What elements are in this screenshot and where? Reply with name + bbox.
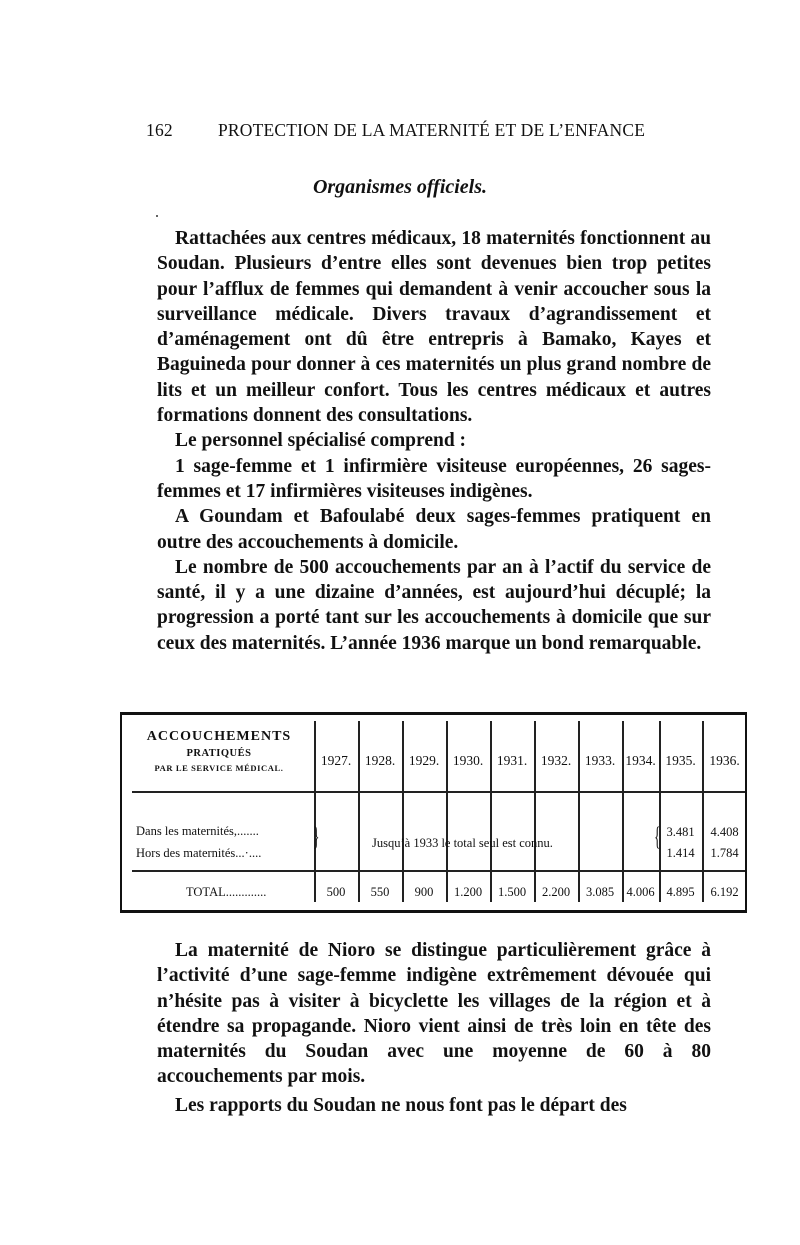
year-header: 1934.: [625, 753, 656, 768]
value-hors-1936: 1.784: [710, 846, 739, 860]
table-note: Jusqu’à 1933 le total seul est connu.: [372, 836, 553, 850]
paragraph: 1 sage-femme et 1 infirmière visiteuse européennes, 26 sages-femmes et 17 infirmières visiteuses indigènes.: [157, 455, 711, 502]
column-rule: [358, 721, 360, 902]
year-header: 1931.: [496, 753, 528, 768]
right-brace: }: [313, 822, 320, 851]
row-label-hors-maternites: Hors des maternités...·....: [136, 846, 262, 860]
page-number: 162: [146, 120, 173, 140]
total-value: 4.895: [666, 885, 695, 899]
deliveries-table: [120, 712, 747, 913]
column-rule: [446, 721, 448, 902]
total-value: 500: [326, 885, 346, 899]
row-label-maternites: Dans les maternités,.......: [136, 824, 259, 838]
paragraph: Rattachées aux centres médicaux, 18 maternités fonctionnent au Soudan. Plusieurs d’entre elles sont devenues bien trop petites pour l’afflux de femmes qui demandent à venir accoucher sous la surveillance médicale. Divers travaux d’agrandissement et d’aménagement ont dû être entrepris à Bamako, Kayes et Baguineda pour donner à ces maternités un plus grand nombre de lits et un meilleur confort. Tous les centres médicaux et autres formations donnent des consultations.: [157, 228, 711, 427]
total-value: 1.200: [453, 885, 483, 899]
value-hors-1935: 1.414: [666, 846, 695, 860]
text-block-bottom: [157, 938, 711, 1118]
year-header: 1928.: [364, 753, 396, 768]
value-maternites-1935: 3.481: [666, 825, 695, 839]
year-header: 1933.: [584, 753, 616, 768]
paragraph: A Goundam et Bafoulabé deux sages-femmes pratiquent en outre des accouchements à domicile.: [157, 506, 711, 553]
paragraph: Le personnel spécialisé comprend :: [175, 430, 467, 452]
paragraph: Le nombre de 500 accouchements par an à l’actif du service de santé, il y a une dizaine d’années, est aujourd’hui décuplé; la progression a porté tant sur les accouchements à domicile que sur ceux des maternités. L’année 1936 marque un bond remarquable.: [157, 556, 711, 654]
stub-heading-line3: PAR LE SERVICE MÉDICAL.: [154, 763, 284, 773]
total-value: 2.200: [541, 885, 571, 899]
total-value: 6.192: [710, 885, 739, 899]
total-value: 1.500: [497, 885, 527, 899]
year-header: 1930.: [452, 753, 484, 768]
year-header: 1929.: [408, 753, 440, 768]
total-value: 900: [414, 885, 434, 899]
print-speck: [156, 215, 158, 217]
left-brace: {: [654, 822, 661, 851]
column-rule: [659, 721, 661, 902]
year-header: 1932.: [540, 753, 572, 768]
column-rule: [702, 721, 704, 902]
total-rule: [132, 870, 745, 872]
column-rule: [578, 721, 580, 902]
total-value: 550: [370, 885, 390, 899]
year-header: 1935.: [665, 753, 696, 768]
column-rule: [534, 721, 536, 902]
column-rule: [314, 721, 316, 902]
year-header: 1927.: [320, 753, 352, 768]
stub-heading-line2: PRATIQUÉS: [186, 748, 252, 759]
total-label: TOTAL.............: [186, 885, 267, 899]
value-maternites-1936: 4.408: [710, 825, 739, 839]
total-value: 3.085: [585, 885, 615, 899]
paragraph: Les rapports du Soudan ne nous font pas le départ des: [175, 1094, 627, 1116]
stub-heading-line1: ACCOUCHEMENTS: [146, 729, 292, 744]
page-header: [146, 120, 658, 148]
stub-heading: [128, 729, 310, 773]
running-title: PROTECTION DE LA MATERNITÉ ET DE L’ENFANCE: [218, 120, 646, 140]
year-header: 1936.: [709, 753, 740, 768]
column-rule: [402, 721, 404, 902]
header-rule: [132, 791, 745, 793]
column-rule: [622, 721, 624, 902]
total-value: 4.006: [626, 885, 655, 899]
section-title: Organismes officiels.: [312, 176, 488, 198]
column-rule: [490, 721, 492, 902]
paragraph: La maternité de Nioro se distingue particulièrement grâce à l’activité d’une sage-femme indigène extrêmement dévouée qui n’hésite pas à visiter à bicyclette les villages de la région et à étendre sa propagande. Nioro vient ainsi de très loin en tête des maternités du Soudan avec une moyenne de 60 à 80 accouchements par mois.: [157, 940, 711, 1088]
text-block-top: [157, 226, 711, 656]
